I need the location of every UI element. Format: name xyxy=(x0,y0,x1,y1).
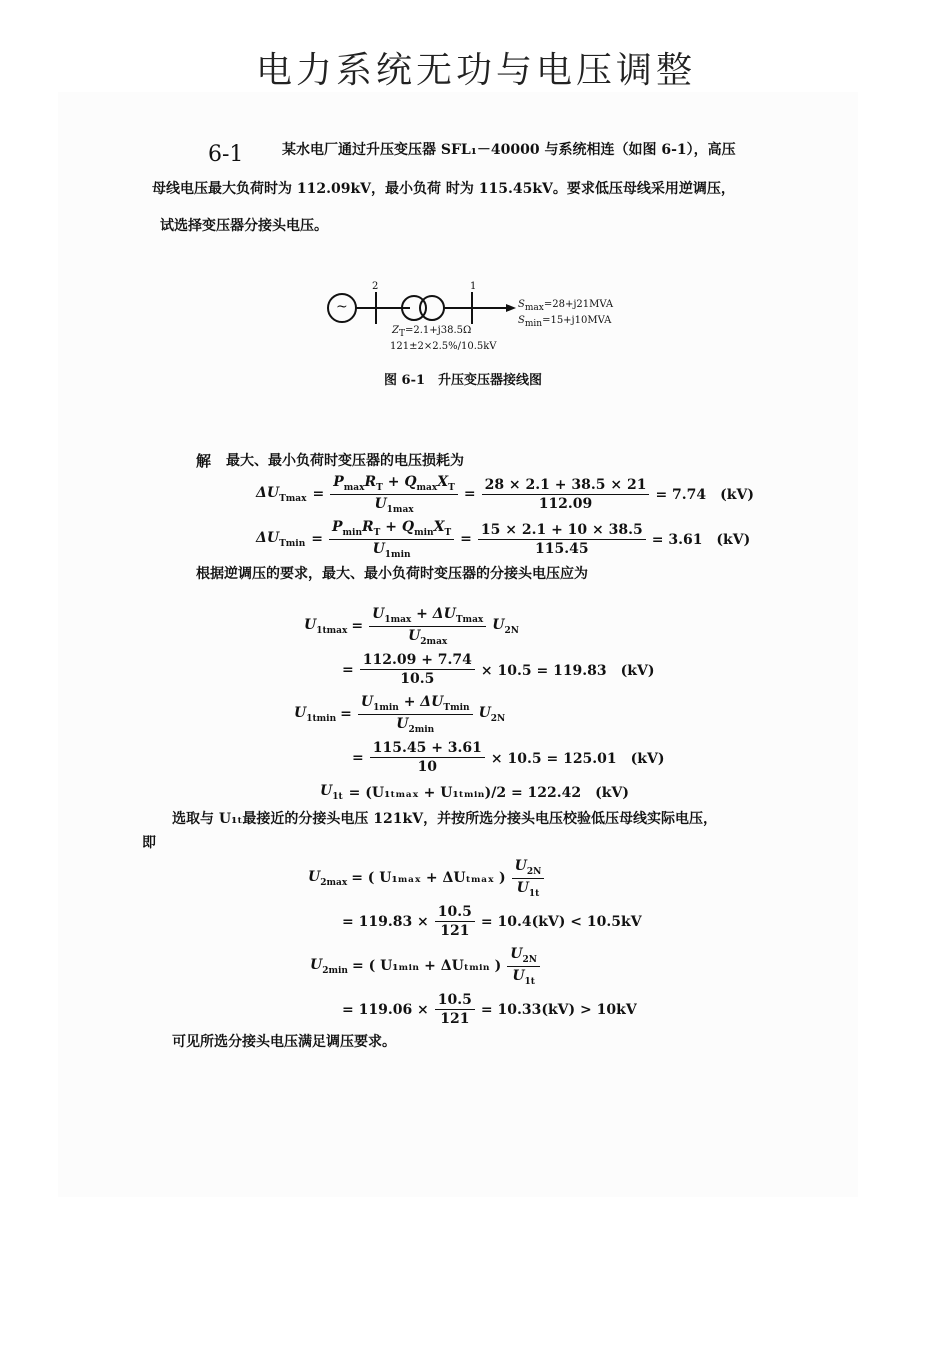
eq1-lhs: $\Delta U_{Tmax}$ xyxy=(256,484,307,504)
equation-u2min: $U_{2min}$ = ( U₁ₘᵢₙ + ΔUₜₘᵢₙ ) $\frac{U_{2N}}{U_{1t}}$ xyxy=(310,946,546,987)
zt-label: $Z_T=2.1+j38.5\Omega$ xyxy=(392,325,472,339)
load-arrow xyxy=(506,304,516,312)
eq2-numeric-fraction: $\frac{15 \times 2.1 + 10 \times 38.5}{115.45}$ xyxy=(478,522,646,557)
paragraph-select-tap-cont: 即 xyxy=(142,835,156,851)
figure-caption: 图 6-1 升压变压器接线图 xyxy=(384,373,543,388)
equation-u1tmin-numeric: = $\frac{115.45 + 3.61}{10}$ × 10.5 = 125.01 (kV) xyxy=(352,740,665,775)
source-symbol: ~ xyxy=(336,299,348,315)
solution-intro: 最大、最小负荷时变压器的电压损耗为 xyxy=(226,453,464,469)
equation-u1tmax-numeric: = $\frac{112.09 + 7.74}{10.5}$ × 10.5 = 119.83 (kV) xyxy=(342,652,655,687)
transformer-winding-2 xyxy=(420,296,444,320)
equation-u2max-numeric: = 119.83 × $\frac{10.5}{121}$ = 10.4(kV) < 10.5kV xyxy=(342,904,642,939)
ratio-label: 121±2×2.5%/10.5kV xyxy=(390,341,497,352)
equation-u1tmax: $U_{1tmax}$ = $\frac{U_{1max} + \Delta U_{Tmax}}{U_{2max}}$ $U_{2N}$ xyxy=(304,606,519,647)
eq2-fraction: $\frac{P_{min}R_T + Q_{min}X_T}{U_{1min}}$ xyxy=(329,519,454,560)
paragraph-select-tap: 选取与 U₁ₜ最接近的分接头电压 121kV，并按所选分接头电压校验低压母线实际电压， xyxy=(172,811,718,827)
node-2-label: 2 xyxy=(372,281,379,292)
eq1-numeric-fraction: $\frac{28 \times 2.1 + 38.5 \times 21}{112.09}$ xyxy=(482,477,650,512)
smin-label: $S_{min}=15+j10MVA$ xyxy=(518,315,612,329)
equation-u2min-numeric: = 119.06 × $\frac{10.5}{121}$ = 10.33(kV) > 10kV xyxy=(342,992,637,1027)
smax-label: $S_{max}=28+j21MVA$ xyxy=(518,299,614,313)
equation-delta-u-tmin: $\Delta U_{Tmin}$ = $\frac{P_{min}R_T + Q_{min}X_T}{U_{1min}}$ = $\frac{15 \times 2.1 + 10 \times 38.5}{115.45}$ = 3.61 (kV) xyxy=(256,519,751,560)
conclusion: 可见所选分接头电压满足调压要求。 xyxy=(172,1034,396,1050)
paragraph-tap-requirement: 根据逆调压的要求，最大、最小负荷时变压器的分接头电压应为 xyxy=(196,566,588,582)
problem-line-1: 某水电厂通过升压变压器 SFL₁－40000 与系统相连（如图 6-1），高压 xyxy=(282,142,736,158)
equation-u1tmin: $U_{1tmin}$ = $\frac{U_{1min} + \Delta U_{Tmin}}{U_{2min}}$ $U_{2N}$ xyxy=(294,694,506,735)
problem-line-2: 母线电压最大负荷时为 112.09kV，最小负荷 时为 115.45kV。要求低压母线采用逆调压， xyxy=(152,181,735,197)
eq1-fraction: $\frac{P_{max}R_T + Q_{max}X_T}{U_{1max}}$ xyxy=(330,474,458,515)
problem-number: 6-1 xyxy=(208,142,244,167)
equation-u2max: $U_{2max}$ = ( U₁ₘₐₓ + ΔUₜₘₐₓ ) $\frac{U_{2N}}{U_{1t}}$ xyxy=(308,858,550,899)
equation-delta-u-tmax: $\Delta U_{Tmax}$ = $\frac{P_{max}R_T + Q_{max}X_T}{U_{1max}}$ = $\frac{28 \times 2.1 + 38.5 \times 21}{112.09}$ = 7.74 (kV) xyxy=(256,474,754,515)
eq2-lhs: $\Delta U_{Tmin}$ xyxy=(256,529,306,549)
equation-u1t: $U_{1t}$ = (U₁ₜₘₐₓ + U₁ₜₘᵢₙ)/2 = 122.42 (kV) xyxy=(320,782,629,802)
page-title: 电力系统无功与电压调整 xyxy=(255,50,696,91)
problem-line-3: 试选择变压器分接头电压。 xyxy=(160,218,328,234)
solution-label: 解 xyxy=(196,452,212,470)
node-1-label: 1 xyxy=(470,281,477,292)
